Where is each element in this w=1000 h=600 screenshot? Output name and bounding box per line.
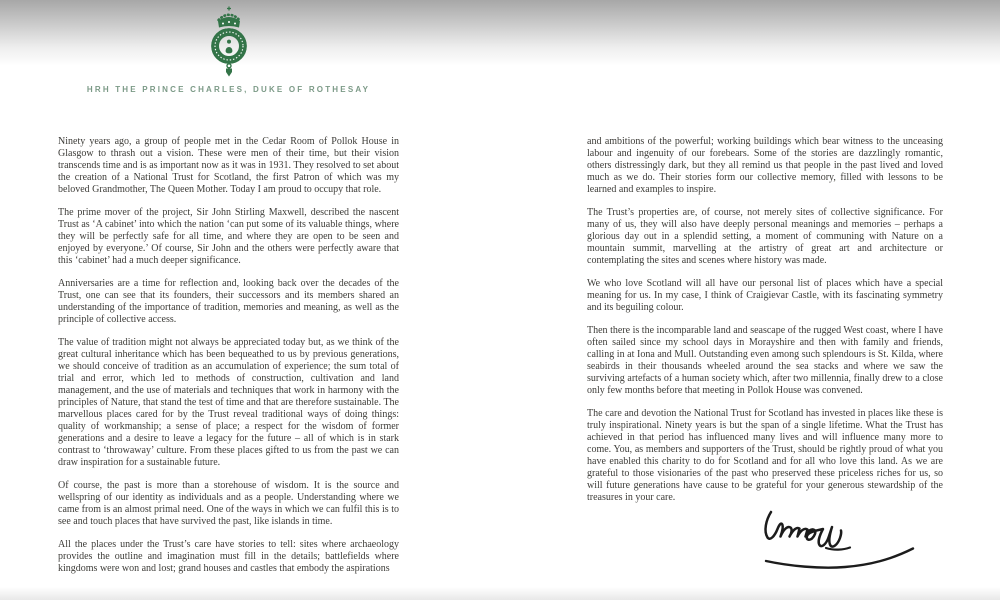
letter-column-left	[58, 136, 399, 586]
letterhead	[58, 6, 399, 94]
letter-paragraph: The prime mover of the project, Sir John Stirling Maxwell, described the nascent Trust as ‘A cabinet’ into which the nation ‘can put some of its valuable things, where they will be perfectly safe for all time, and where they are open to be seen and enjoyed by everyone.’ Of course, Sir John and the others were perfectly aware that this ‘cabinet’ had a much deeper significance.	[58, 207, 399, 266]
letter-paragraph: Ninety years ago, a group of people met in the Cedar Room of Pollok House in Glasgow to thrash out a vision. These were men of their time, but their vision transcends time and is as important now as it was in 1931. They resolved to set about the creation of a National Trust for Scotland, the first Patron of which was my beloved Grandmother, The Queen Mother. Today I am proud to occupy that role.	[58, 136, 399, 195]
letter-paragraph: The value of tradition might not always be appreciated today but, as we think of the great cultural inheritance which has been bequeathed to us by previous generations, we should conceive of tradition as an accumulation of experience; the sum total of trial and error, which led to methods of construction, cultivation and land management, and the use of materials and techniques that work in harmony with the principles of Nature, that stand the test of time and that are therefore sustainable. The marvellous places cared for by the Trust reveal traditional ways of doing things: quality of workmanship; a sense of place; a respect for the wisdom of former generations and a desire to leave a legacy for the future – all of which is in stark contrast to ‘throwaway’ culture. From these places gifted to us from the past we can draw inspiration for a sustainable future.	[58, 337, 399, 468]
letter-paragraph: All the places under the Trust’s care have stories to tell: sites where archaeology provides the outline and imagination must fill in the details; battlefields where kingdoms were won and lost; grand houses and castles that embody the aspirations	[58, 539, 399, 574]
letter-paragraph: Anniversaries are a time for reflection and, looking back over the decades of the Trust, one can see that its founders, their successors and its members shared an understanding of the importance of tradition, memories and meaning, as well as the principle of collective access.	[58, 278, 399, 325]
letter-column-right	[587, 136, 943, 515]
letter-paragraph: Then there is the incomparable land and seascape of the rugged West coast, where I have often sailed since my school days in Morayshire and then with family and friends, calling in at Iona and Mull. Outstanding even among such splendours is St. Kilda, where seabirds in their thousands wheeled around the sea stacks and where we saw the surviving artefacts of a human society which, after two millennia, finally drew to a close only few months before that meeting in Pollok House was convened.	[587, 325, 943, 396]
letter-paragraph: and ambitions of the powerful; working buildings which bear witness to the unceasing labour and ingenuity of our forebears. Some of the stories are dazzlingly romantic, others distressingly dark, but they all remind us that people in the past lived and loved much as we do. Their stories form our collective memory, filled with lessons to be learned and examples to inspire.	[587, 136, 943, 195]
letter-paragraph: The care and devotion the National Trust for Scotland has invested in places like these is truly inspirational. Ninety years is but the span of a single lifetime. What the Trust has achieved in that period has influenced many lives and will influence many more to come. You, as members and supporters of the Trust, should be rightly proud of what you have enabled this charity to do for Scotland and for all who love this land. As we are grateful to those visionaries of the past who preserved these priceless riches for us, so will future generations have cause to be grateful for your generous stewardship of the treasures in your care.	[587, 408, 943, 503]
letterhead-title: HRH THE PRINCE CHARLES, DUKE OF ROTHESAY	[86, 85, 371, 94]
signature-charles	[744, 508, 930, 588]
letter-paragraph: Of course, the past is more than a storehouse of wisdom. It is the source and wellspring of our identity as individuals and as a people. Understanding where we came from is an almost primal need. One of the ways in which we can fulfil this is to see and touch places that have survived the past, like islands in time.	[58, 480, 399, 527]
letter-paragraph: The Trust’s properties are, of course, not merely sites of collective significance. For many of us, they will also have deeply personal meanings and memories – perhaps a glorious day out in a splendid setting, a moment of communing with Nature on a mountain summit, marvelling at the artistry of great art and architecture or contemplating the sites and scenes where history was made.	[587, 207, 943, 266]
letter-paragraph: We who love Scotland will all have our personal list of places which have a special meaning for us. In my case, I think of Craigievar Castle, with its fascinating symmetry and its beguiling colour.	[587, 278, 943, 313]
bottom-shadow-gradient	[0, 587, 1000, 600]
royal-crest-icon	[206, 6, 252, 77]
